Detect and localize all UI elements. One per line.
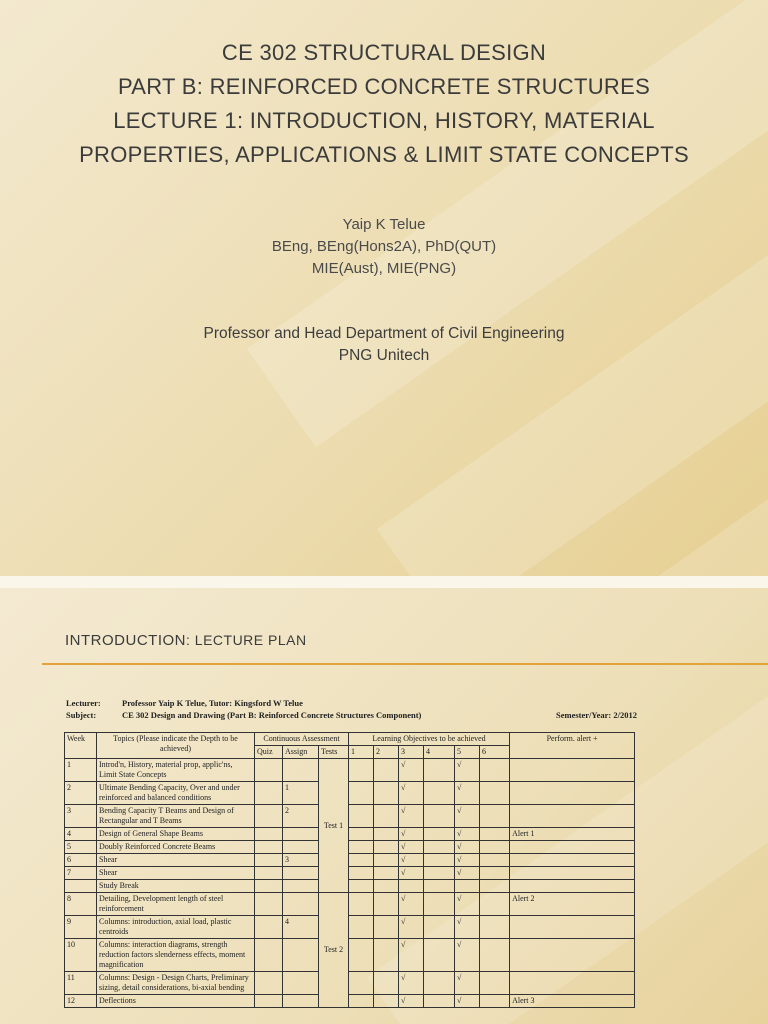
- quiz-header: Quiz: [255, 746, 283, 759]
- alert-cell: [510, 782, 635, 805]
- table-row: [65, 841, 635, 854]
- header-row-1: [65, 733, 635, 746]
- table-row: [65, 854, 635, 867]
- lo-cell: [424, 995, 455, 1008]
- lo-cell: √: [399, 841, 424, 854]
- lo-cell: [349, 867, 374, 880]
- week-cell: 4: [65, 828, 97, 841]
- lo-cell: [480, 880, 510, 893]
- alert-cell: [510, 759, 635, 782]
- lo-cell: [424, 759, 455, 782]
- lo-header-4: 4: [424, 746, 455, 759]
- assign-cell: [283, 828, 319, 841]
- week-cell: 6: [65, 854, 97, 867]
- table-row: [65, 972, 635, 995]
- lo-cell: √: [455, 854, 480, 867]
- lo-cell: [374, 880, 399, 893]
- affiliation-position: Professor and Head Department of Civil Engineering: [203, 325, 565, 342]
- quiz-cell: [255, 893, 283, 916]
- quiz-cell: [255, 805, 283, 828]
- table-row: [65, 939, 635, 972]
- affiliation-institution: PNG Unitech: [338, 347, 430, 364]
- week-cell: 9: [65, 916, 97, 939]
- lo-cell: [349, 893, 374, 916]
- subject-value: CE 302 Design and Drawing (Part B: Reinforced Concrete Structures Component): [122, 710, 422, 720]
- assign-cell: [283, 867, 319, 880]
- lo-cell: [480, 972, 510, 995]
- quiz-cell: [255, 828, 283, 841]
- lo-cell: [349, 805, 374, 828]
- lo-cell: [480, 916, 510, 939]
- lo-cell: √: [399, 972, 424, 995]
- lo-cell: [374, 828, 399, 841]
- quiz-cell: [255, 854, 283, 867]
- lo-cell: √: [455, 828, 480, 841]
- assign-header: Assign: [283, 746, 319, 759]
- lo-cell: [374, 893, 399, 916]
- table-row: [65, 805, 635, 828]
- assign-cell: 2: [283, 805, 319, 828]
- table-row: [65, 916, 635, 939]
- lo-cell: √: [455, 759, 480, 782]
- assign-cell: [283, 893, 319, 916]
- lo-cell: √: [399, 916, 424, 939]
- lo-cell: √: [399, 854, 424, 867]
- lo-cell: [480, 939, 510, 972]
- lo-cell: [424, 880, 455, 893]
- lo-cell: [424, 867, 455, 880]
- assign-cell: 3: [283, 854, 319, 867]
- alert-cell: [510, 867, 635, 880]
- subject-label: Subject:: [66, 710, 97, 720]
- lo-cell: [424, 972, 455, 995]
- lo-cell: √: [455, 972, 480, 995]
- table-row: [65, 828, 635, 841]
- lo-cell: [480, 854, 510, 867]
- alert-cell: Alert 1: [510, 828, 635, 841]
- topic-cell: Shear: [97, 854, 255, 867]
- lo-cell: [349, 759, 374, 782]
- assign-cell: [283, 939, 319, 972]
- lo-cell: √: [399, 939, 424, 972]
- table-row: [65, 893, 635, 916]
- lo-cell: √: [399, 995, 424, 1008]
- objectives-header: Learning Objectives to be achieved: [349, 733, 510, 746]
- quiz-cell: [255, 867, 283, 880]
- topic-cell: Columns: interaction diagrams, strength reduction factors slenderness effects, moment magnification: [97, 939, 255, 972]
- lo-header-3: 3: [399, 746, 424, 759]
- lo-header-1: 1: [349, 746, 374, 759]
- table-row: [65, 759, 635, 782]
- lecturer-value: Professor Yaip K Telue, Tutor: Kingsford W Telue: [122, 698, 303, 708]
- table-row: [65, 880, 635, 893]
- table-row: [65, 782, 635, 805]
- slide-title: [0, 36, 768, 172]
- lo-header-5: 5: [455, 746, 480, 759]
- slide-heading: [65, 632, 307, 649]
- lecturer-label: Lecturer:: [66, 698, 101, 708]
- heading-main: INTRODUCTION: [65, 632, 186, 649]
- heading-sub: : LECTURE PLAN: [186, 632, 307, 648]
- quiz-cell: [255, 995, 283, 1008]
- lo-cell: [374, 972, 399, 995]
- lo-cell: [374, 867, 399, 880]
- alert-cell: Alert 2: [510, 893, 635, 916]
- lecture-plan-slide: [0, 588, 768, 1024]
- lo-cell: [374, 841, 399, 854]
- week-cell: 1: [65, 759, 97, 782]
- title-line-4: PROPERTIES, APPLICATIONS & LIMIT STATE CONCEPTS: [79, 142, 689, 167]
- week-cell: 5: [65, 841, 97, 854]
- lo-header-6: 6: [480, 746, 510, 759]
- alert-cell: [510, 880, 635, 893]
- topic-cell: Deflections: [97, 995, 255, 1008]
- slide-separator: [0, 576, 768, 588]
- lo-cell: [349, 972, 374, 995]
- lo-cell: [480, 867, 510, 880]
- lo-cell: √: [455, 893, 480, 916]
- lo-cell: [480, 805, 510, 828]
- week-cell: 2: [65, 782, 97, 805]
- topic-cell: Doubly Reinforced Concrete Beams: [97, 841, 255, 854]
- topic-cell: Introd'n, History, material prop, applic'ns, Limit State Concepts: [97, 759, 255, 782]
- week-cell: [65, 880, 97, 893]
- lo-cell: [480, 893, 510, 916]
- topic-cell: Study Break: [97, 880, 255, 893]
- quiz-cell: [255, 880, 283, 893]
- tests-cell: Test 1: [319, 759, 349, 893]
- lo-cell: [424, 841, 455, 854]
- lo-cell: [424, 854, 455, 867]
- assign-cell: [283, 759, 319, 782]
- lo-cell: √: [399, 828, 424, 841]
- lo-cell: [374, 995, 399, 1008]
- lo-cell: √: [455, 782, 480, 805]
- alert-cell: [510, 854, 635, 867]
- topic-cell: Shear: [97, 867, 255, 880]
- lo-cell: [374, 916, 399, 939]
- alert-cell: Alert 3: [510, 995, 635, 1008]
- lo-cell: [455, 880, 480, 893]
- author-name: Yaip K Telue: [342, 216, 426, 233]
- semester-year: Semester/Year: 2/2012: [556, 710, 637, 720]
- lo-cell: √: [399, 782, 424, 805]
- lo-cell: [349, 841, 374, 854]
- lo-cell: [424, 893, 455, 916]
- assign-cell: 4: [283, 916, 319, 939]
- title-line-1: CE 302 STRUCTURAL DESIGN: [221, 40, 547, 65]
- lo-cell: √: [455, 939, 480, 972]
- week-cell: 3: [65, 805, 97, 828]
- lo-cell: [424, 828, 455, 841]
- alert-cell: [510, 916, 635, 939]
- lo-cell: √: [455, 841, 480, 854]
- alert-cell: [510, 805, 635, 828]
- week-cell: 8: [65, 893, 97, 916]
- week-cell: 12: [65, 995, 97, 1008]
- quiz-cell: [255, 759, 283, 782]
- lo-cell: [349, 854, 374, 867]
- lo-cell: [424, 782, 455, 805]
- topic-cell: Bending Capacity T Beams and Design of Rectangular and T Beams: [97, 805, 255, 828]
- title-line-3: LECTURE 1: INTRODUCTION, HISTORY, MATERIAL: [113, 108, 655, 133]
- lecture-plan-table: [64, 732, 635, 1008]
- author-block: [0, 214, 768, 280]
- lo-cell: [374, 805, 399, 828]
- topic-cell: Columns: Design - Design Charts, Preliminary sizing, detail considerations, bi-axial bending: [97, 972, 255, 995]
- week-header: Week: [65, 733, 97, 759]
- subject-line: [66, 710, 421, 720]
- lo-cell: [480, 995, 510, 1008]
- title-line-2: PART B: REINFORCED CONCRETE STRUCTURES: [117, 74, 651, 99]
- topic-cell: Detailing, Development length of steel reinforcement: [97, 893, 255, 916]
- quiz-cell: [255, 939, 283, 972]
- topic-cell: Design of General Shape Beams: [97, 828, 255, 841]
- quiz-cell: [255, 916, 283, 939]
- tests-header: Tests: [319, 746, 349, 759]
- lo-cell: [374, 939, 399, 972]
- lo-cell: [349, 916, 374, 939]
- lo-cell: √: [399, 759, 424, 782]
- topics-header: Topics (Please indicate the Depth to be achieved): [97, 733, 255, 759]
- week-cell: 11: [65, 972, 97, 995]
- lo-cell: √: [455, 995, 480, 1008]
- table-row: [65, 867, 635, 880]
- alert-cell: [510, 972, 635, 995]
- lo-cell: [424, 916, 455, 939]
- lecturer-line: [66, 698, 303, 708]
- perform-header: Perform. alert +: [510, 733, 635, 759]
- alert-cell: [510, 939, 635, 972]
- week-cell: 10: [65, 939, 97, 972]
- lo-cell: √: [455, 805, 480, 828]
- lo-cell: [424, 805, 455, 828]
- assessment-header: Continuous Assessment: [255, 733, 349, 746]
- week-cell: 7: [65, 867, 97, 880]
- lo-cell: [374, 759, 399, 782]
- lo-cell: [349, 939, 374, 972]
- lo-cell: √: [399, 893, 424, 916]
- lo-cell: [374, 854, 399, 867]
- author-degrees: BEng, BEng(Hons2A), PhD(QUT): [271, 238, 497, 255]
- lo-cell: [480, 759, 510, 782]
- lo-cell: √: [399, 805, 424, 828]
- author-memberships: MIE(Aust), MIE(PNG): [311, 260, 457, 277]
- lo-cell: [374, 782, 399, 805]
- lo-cell: √: [455, 916, 480, 939]
- lo-cell: [480, 782, 510, 805]
- lo-cell: [480, 841, 510, 854]
- quiz-cell: [255, 782, 283, 805]
- lo-cell: [399, 880, 424, 893]
- lo-cell: [349, 828, 374, 841]
- topic-cell: Columns: introduction, axial load, plastic centroids: [97, 916, 255, 939]
- quiz-cell: [255, 972, 283, 995]
- assign-cell: [283, 880, 319, 893]
- lo-cell: [480, 828, 510, 841]
- lo-cell: [349, 995, 374, 1008]
- assign-cell: [283, 841, 319, 854]
- lo-cell: [349, 782, 374, 805]
- lo-cell: [424, 939, 455, 972]
- assign-cell: 1: [283, 782, 319, 805]
- lo-cell: √: [399, 867, 424, 880]
- quiz-cell: [255, 841, 283, 854]
- lo-cell: √: [455, 867, 480, 880]
- table-row: [65, 995, 635, 1008]
- assign-cell: [283, 972, 319, 995]
- assign-cell: [283, 995, 319, 1008]
- alert-cell: [510, 841, 635, 854]
- lo-header-2: 2: [374, 746, 399, 759]
- lo-cell: [349, 880, 374, 893]
- topic-cell: Ultimate Bending Capacity, Over and under reinforced and balanced conditions: [97, 782, 255, 805]
- heading-rule: [42, 663, 768, 665]
- affiliation-block: [0, 323, 768, 367]
- tests-cell: Test 2: [319, 893, 349, 1008]
